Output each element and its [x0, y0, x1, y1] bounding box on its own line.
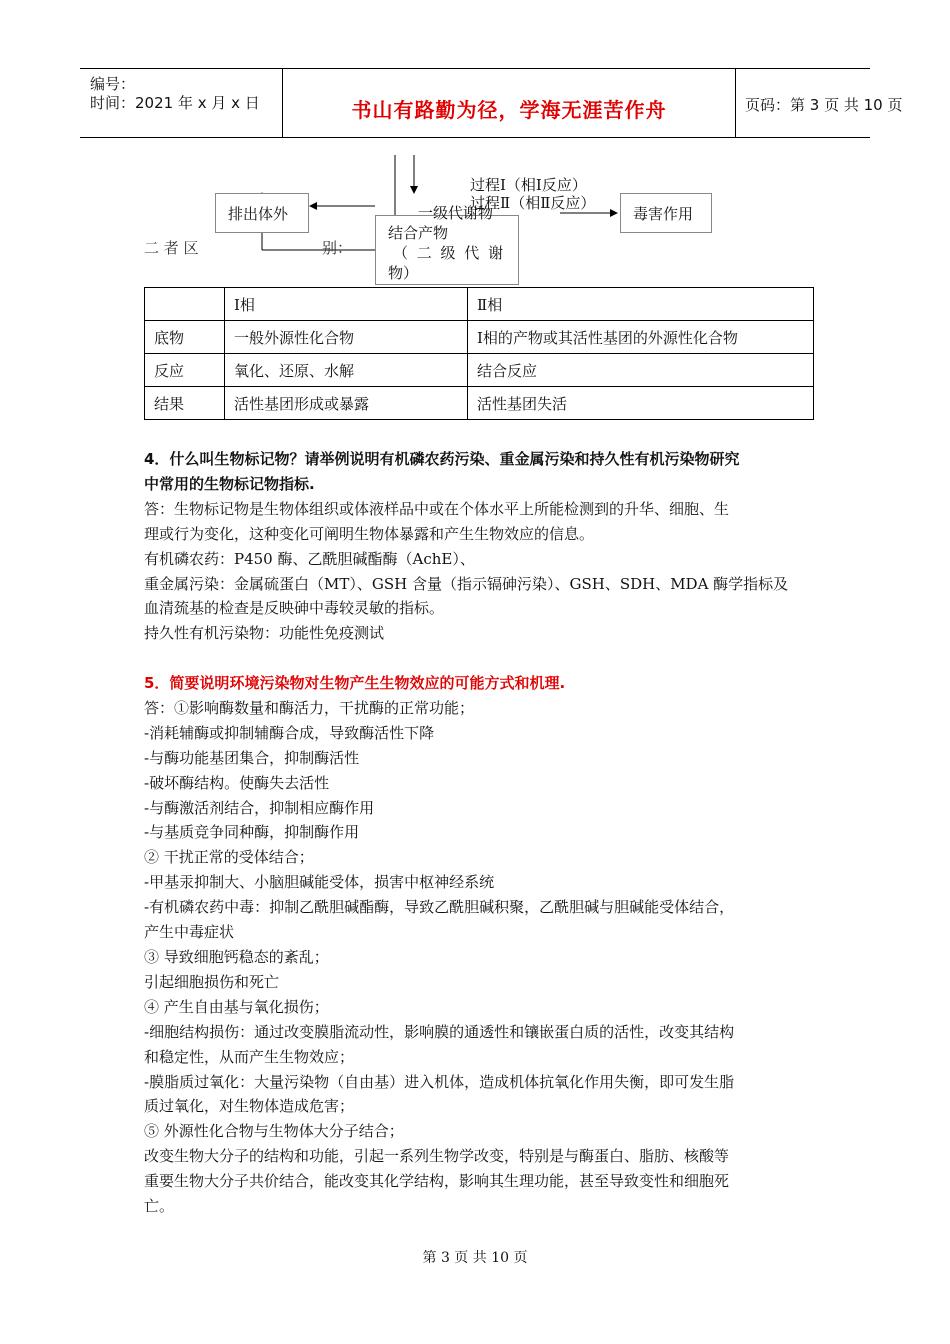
table-cell: Ⅰ相的产物或其活性基团的外源性化合物	[468, 321, 814, 354]
toxic-effect-label: 毒害作用	[633, 205, 694, 223]
table-row	[145, 321, 814, 354]
answer-line: 重要生物大分子共价结合，能改变其化学结构，影响其生理功能，甚至导致变性和细胞死	[144, 1172, 730, 1191]
header-motto: 书山有路勤为径，学海无涯苦作舟	[351, 98, 667, 122]
table-header-row	[145, 288, 814, 321]
conjugate-label: 结合产物	[388, 224, 449, 242]
table-row	[145, 354, 814, 387]
answer-line: 产生中毒症状	[144, 923, 235, 942]
toxic-effect-box	[620, 193, 712, 233]
question-5-title: 5．简要说明环境污染物对生物产生生物效应的可能方式和机理.	[144, 674, 566, 692]
table-row	[145, 387, 814, 420]
table-cell: 底物	[145, 321, 225, 354]
answer-line: -有机磷农药中毒：抑制乙酰胆碱酯酶，导致乙酰胆碱积聚，乙酰胆碱与胆碱能受体结合，	[144, 898, 735, 917]
primary-metabolite-label: 一级代谢物	[418, 204, 494, 222]
answer-line: 有机磷农药：P450 酶、乙酰胆碱酯酶（AchE）、	[144, 549, 475, 568]
answer-line: 重金属污染：金属硫蛋白（MT）、GSH 含量（指示镉砷污染）、GSH、SDH、MDA 酶学指标及	[144, 574, 789, 593]
answer-line: 理或行为变化，这种变化可阐明生物体暴露和产生生物效应的信息。	[144, 524, 595, 543]
answer-line: 血清巯基的检查是反映砷中毒较灵敏的指标。	[144, 599, 445, 618]
answer-line: -消耗辅酶或抑制辅酶合成，导致酶活性下降	[144, 723, 435, 742]
table-cell: 结果	[145, 387, 225, 420]
answer-line: 答：生物标记物是生物体组织或体液样品中或在个体水平上所能检测到的升华、细胞、生	[144, 499, 730, 518]
answer-line: -破坏酶结构。使酶失去活性	[144, 773, 330, 792]
answer-line: ⑤ 外源性化合物与生物体大分子结合；	[144, 1122, 404, 1141]
table-cell: 活性基团形成或暴露	[225, 387, 468, 420]
answer-line: ③ 导致细胞钙稳态的紊乱；	[144, 947, 329, 966]
table-cell: 活性基团失活	[468, 387, 814, 420]
answer-line: -甲基汞抑制大、小脑胆碱能受体，损害中枢神经系统	[144, 873, 495, 892]
answer-line: 和稳定性，从而产生生物效应；	[144, 1047, 355, 1066]
header-date: 时间：2021 年 x 月 x 日	[90, 94, 260, 112]
phase-comparison-table	[144, 287, 814, 420]
table-cell: Ⅱ相	[468, 288, 814, 321]
answer-line: 亡。	[144, 1197, 175, 1216]
header-page-number: 页码：第 3 页 共 10 页	[745, 96, 903, 114]
table-cell: 一般外源性化合物	[225, 321, 468, 354]
secondary-metabolite-label-end: 物）	[388, 264, 419, 282]
answer-line: -与酶激活剂结合，抑制相应酶作用	[144, 798, 375, 817]
table-cell: 氧化、还原、水解	[225, 354, 468, 387]
question-4-title-cont: 中常用的生物标记物指标.	[144, 474, 315, 493]
answer-line: ② 干扰正常的受体结合；	[144, 848, 314, 867]
page-footer: 第 3 页 共 10 页	[422, 1250, 528, 1266]
process-one-label: 过程Ⅰ（相Ⅰ反应）	[470, 176, 587, 194]
excrete-label: 排出体外	[228, 205, 289, 223]
difference-label-right: 别：	[322, 239, 353, 257]
answer-line: 持久性有机污染物：功能性免疫测试	[144, 624, 385, 643]
difference-label-left: 二 者 区	[144, 239, 199, 257]
table-cell: 反应	[145, 354, 225, 387]
question-4-title: 4．什么叫生物标记物？请举例说明有机磷农药污染、重金属污染和持久性有机污染物研究	[144, 450, 740, 468]
answer-line: -细胞结构损伤：通过改变膜脂流动性，影响膜的通透性和镶嵌蛋白质的活性，改变其结构	[144, 1022, 735, 1041]
excrete-box	[215, 193, 309, 233]
answer-line: -与酶功能基团集合，抑制酶活性	[144, 748, 360, 767]
process-two-label: 过程Ⅱ（相Ⅱ反应）	[470, 194, 596, 212]
question-5-section	[144, 671, 824, 1219]
answer-line: ④ 产生自由基与氧化损伤；	[144, 997, 329, 1016]
table-cell: Ⅰ相	[225, 288, 468, 321]
answer-line: -与基质竞争同种酶，抑制酶作用	[144, 823, 360, 842]
answer-line: 答：①影响酶数量和酶活力，干扰酶的正常功能；	[144, 698, 475, 717]
answer-line: 引起细胞损伤和死亡	[144, 972, 280, 991]
question-4-section	[144, 447, 824, 646]
table-cell	[145, 288, 225, 321]
answer-line: -膜脂质过氧化：大量污染物（自由基）进入机体，造成机体抗氧化作用失衡，即可发生脂	[144, 1072, 735, 1091]
header-number: 编号：	[90, 75, 136, 93]
answer-line: 改变生物大分子的结构和功能，引起一系列生物学改变，特别是与酶蛋白、脂肪、核酸等	[144, 1147, 730, 1166]
answer-line: 质过氧化，对生物体造成危害；	[144, 1097, 355, 1116]
table-cell: 结合反应	[468, 354, 814, 387]
secondary-metabolite-label: （ 二 级 代 谢	[393, 244, 506, 262]
